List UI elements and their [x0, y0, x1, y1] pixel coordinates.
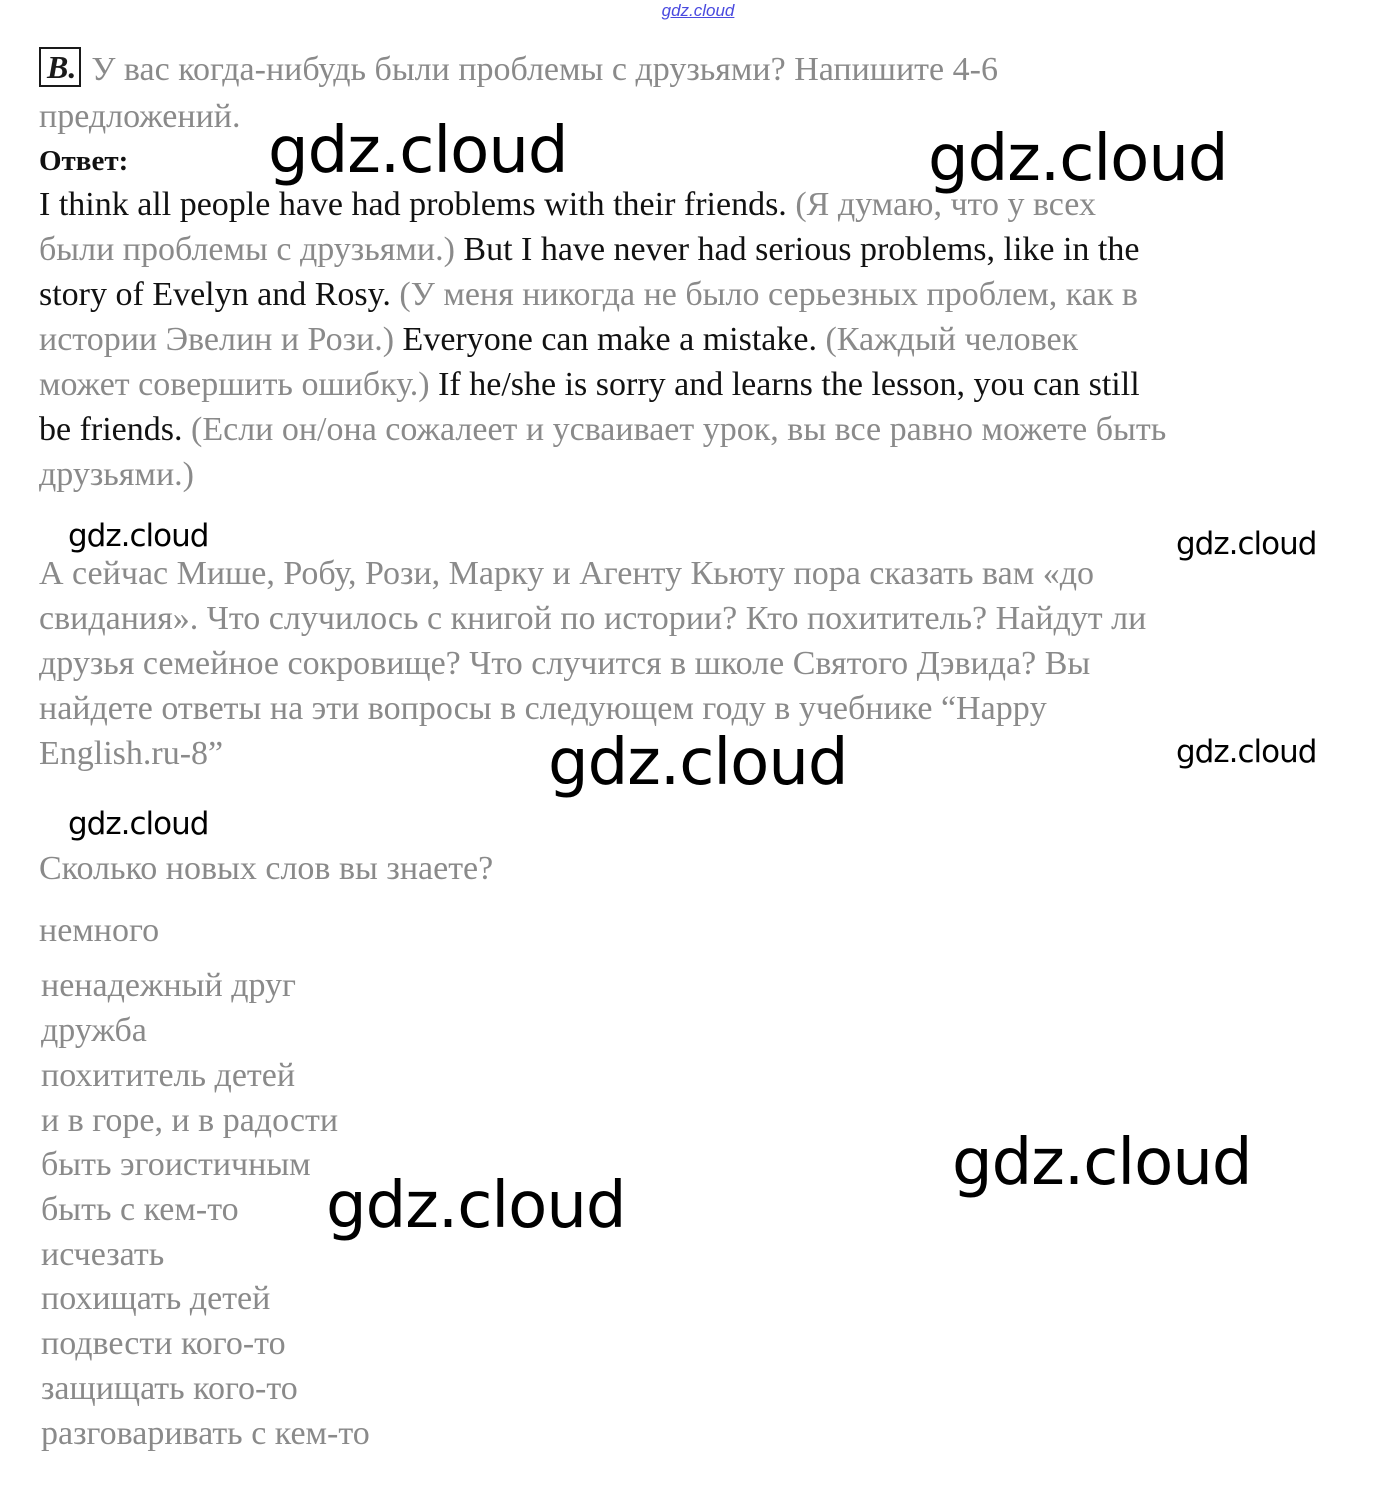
vocab-word: немного — [39, 912, 160, 949]
vocab-word: похищать детей — [41, 1280, 271, 1317]
answer-russian-translation: (Каждый человек — [816, 321, 1079, 358]
watermark: gdz.cloud — [68, 806, 209, 842]
vocab-word: подвести кого-то — [41, 1325, 286, 1362]
answer-label: Ответ: — [39, 145, 129, 177]
farewell-line: найдете ответы на эти вопросы в следующем году в учебнике “Happy — [39, 690, 1047, 727]
task-question — [39, 47, 998, 92]
vocab-word: дружба — [41, 1012, 147, 1049]
vocab-word: ненадежный друг — [41, 967, 296, 1004]
answer-line — [39, 227, 1166, 272]
answer-english-text: I think all people have had problems with their friends. — [39, 186, 787, 223]
farewell-line: друзья семейное сокровище? Что случится в школе Святого Дэвида? Вы — [39, 645, 1091, 682]
watermark: gdz.cloud — [928, 122, 1228, 196]
answer-russian-translation: (Если он/она сожалеет и усваивает урок, вы все равно можете быть — [182, 411, 1167, 448]
answer-english-text: If he/she is sorry and learns the lesson, you can still — [429, 366, 1140, 403]
answer-line — [39, 362, 1166, 407]
answer-russian-translation: может совершить ошибку.) — [39, 366, 430, 403]
answer-russian-translation: истории Эвелин и Рози.) — [39, 321, 395, 358]
farewell-line: English.ru-8” — [39, 735, 224, 772]
watermark: gdz.cloud — [548, 726, 848, 800]
farewell-line: свидания». Что случилось с книгой по истории? Кто похититель? Найдут ли — [39, 600, 1147, 637]
answer-line — [39, 407, 1166, 452]
answer-line — [39, 272, 1166, 317]
answer-paragraph — [39, 182, 1166, 497]
answer-line — [39, 317, 1166, 362]
vocab-word: быть эгоистичным — [41, 1146, 311, 1183]
task-question-line-1: У вас когда-нибудь были проблемы с друзьями? Напишите 4-6 — [91, 51, 998, 88]
answer-russian-translation: друзьями.) — [39, 456, 194, 493]
vocab-word: исчезать — [41, 1236, 165, 1273]
task-letter-badge: B. — [39, 47, 81, 87]
site-link[interactable]: gdz.cloud — [661, 1, 735, 20]
vocab-word: быть с кем-то — [41, 1191, 239, 1228]
answer-english-text: Everyone can make a mistake. — [394, 321, 817, 358]
answer-russian-translation: (Я думаю, что у всех — [786, 186, 1096, 223]
watermark: gdz.cloud — [326, 1169, 626, 1243]
answer-english-text: But I have never had serious problems, like in the — [454, 231, 1140, 268]
vocab-word: и в горе, и в радости — [41, 1102, 339, 1139]
watermark: gdz.cloud — [1176, 734, 1317, 770]
watermark: gdz.cloud — [268, 114, 568, 188]
vocab-word: разговаривать с кем-то — [41, 1415, 370, 1452]
answer-russian-translation: (У меня никогда не было серьезных проблем, как в — [390, 276, 1138, 313]
answer-english-text: story of Evelyn and Rosy. — [39, 276, 391, 313]
answer-english-text: be friends. — [39, 411, 183, 448]
farewell-line: А сейчас Мише, Робу, Рози, Марку и Агенту Кьюту пора сказать вам «до — [39, 555, 1095, 592]
vocab-question: Сколько новых слов вы знаете? — [39, 850, 494, 887]
watermark: gdz.cloud — [952, 1126, 1252, 1200]
watermark: gdz.cloud — [68, 518, 209, 554]
task-question-line-2: предложений. — [39, 98, 241, 135]
vocab-word: защищать кого-то — [41, 1370, 298, 1407]
watermark: gdz.cloud — [1176, 526, 1317, 562]
answer-russian-translation: были проблемы с друзьями.) — [39, 231, 455, 268]
answer-line — [39, 452, 1166, 497]
vocab-word: похититель детей — [41, 1057, 296, 1094]
